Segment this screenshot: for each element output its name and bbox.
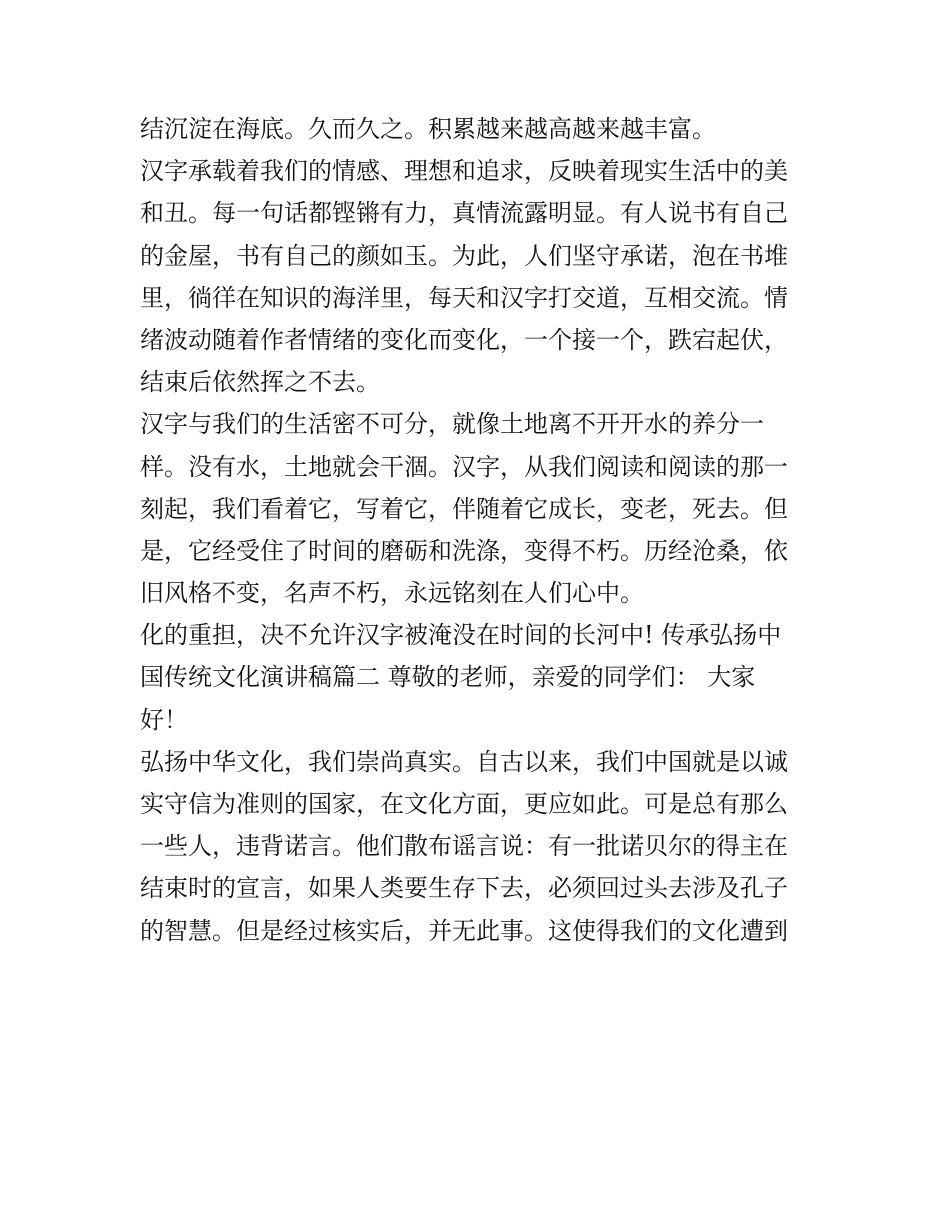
text-line: 结束时的宣言，如果人类要生存下去，必须回过头去涉及孔子	[140, 874, 788, 903]
text-line: 旧风格不变，名声不朽，永远铭刻在人们心中。	[140, 579, 644, 608]
body-text	[140, 108, 820, 952]
text-line: 的智慧。但是经过核实后，并无此事。这使得我们的文化遭到	[140, 916, 788, 945]
text-line: 好！	[140, 705, 188, 734]
text-line: 是，它经受住了时间的磨砺和洗涤，变得不朽。历经沧桑，依	[140, 536, 788, 565]
text-line: 弘扬中华文化，我们崇尚真实。自古以来，我们中国就是以诚	[140, 747, 788, 776]
text-line: 实守信为准则的国家，在文化方面，更应如此。可是总有那么	[140, 790, 788, 818]
text-line: 结沉淀在海底。久而久之。积累越来越高越来越丰富。	[140, 115, 716, 143]
text-line: 刻起，我们看着它，写着它，伴随着它成长，变老，死去。但	[140, 494, 788, 523]
text-line: 样。没有水，土地就会干涸。汉字，从我们阅读和阅读的那一	[140, 452, 788, 481]
text-line: 的金屋，书有自己的颜如玉。为此，人们坚守承诺，泡在书堆	[140, 241, 788, 270]
text-line: 一些人，违背诺言。他们散布谣言说：有一批诺贝尔的得主在	[140, 832, 788, 861]
text-line: 国传统文化演讲稿篇二 尊敬的老师，亲爱的同学们： 大家	[140, 663, 756, 692]
text-line: 和丑。每一句话都铿锵有力，真情流露明显。有人说书有自己	[140, 199, 788, 228]
text-line: 汉字承载着我们的情感、理想和追求，反映着现实生活中的美	[140, 157, 788, 186]
text-line: 化的重担，决不允许汉字被淹没在时间的长河中! 传承弘扬中	[140, 621, 782, 650]
text-line: 里，徜徉在知识的海洋里，每天和汉字打交道，互相交流。情	[140, 283, 788, 312]
text-line: 结束后依然挥之不去。	[140, 368, 380, 397]
text-line: 汉字与我们的生活密不可分，就像土地离不开开水的养分一	[140, 410, 764, 439]
text-line: 绪波动随着作者情绪的变化而变化，一个接一个，跌宕起伏，	[140, 325, 788, 354]
